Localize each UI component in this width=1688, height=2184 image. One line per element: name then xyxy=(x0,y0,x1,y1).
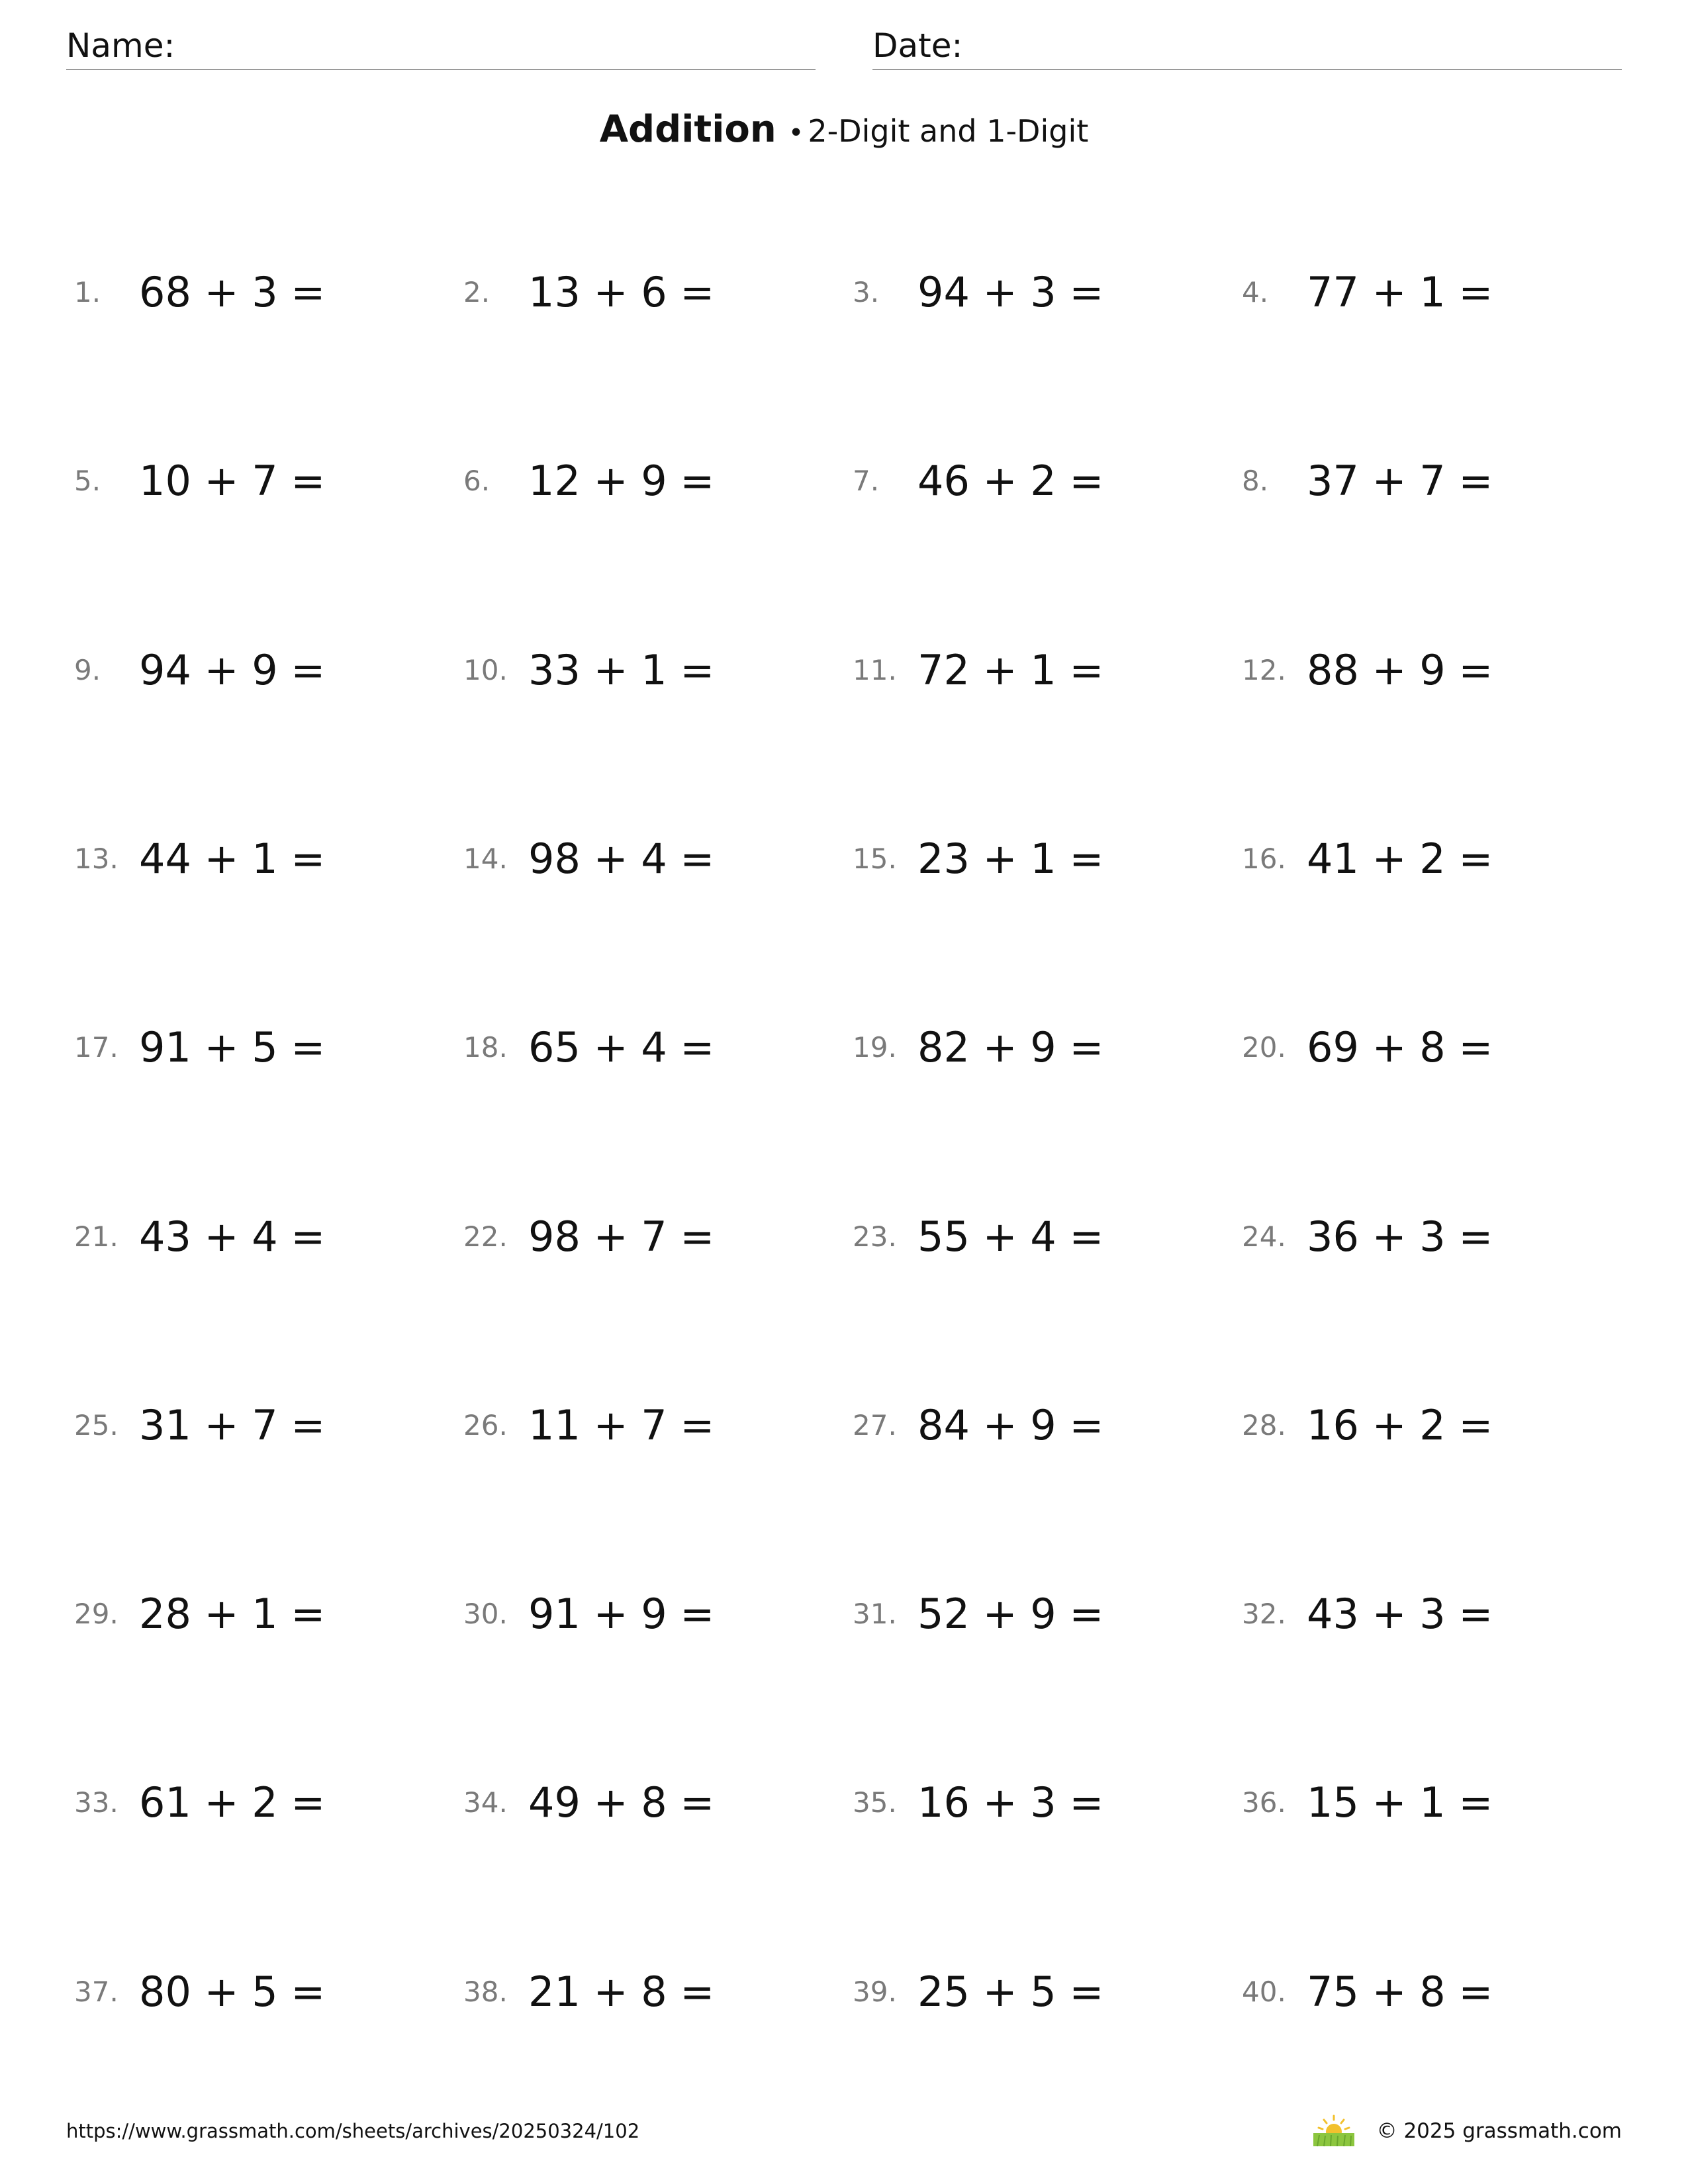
problem-number: 14. xyxy=(463,842,508,875)
problem-number: 21. xyxy=(74,1220,118,1253)
problem-item xyxy=(1242,644,1613,697)
copyright: © 2025 grassmath.com xyxy=(1376,2119,1622,2143)
problem-number: 16. xyxy=(1242,842,1286,875)
problem-number: 23. xyxy=(853,1220,897,1253)
problem-item xyxy=(74,266,445,319)
problem-number: 28. xyxy=(1242,1409,1286,1441)
problem-number: 32. xyxy=(1242,1598,1286,1630)
date-field[interactable] xyxy=(872,24,1622,70)
problem-expression: 36 + 3 = xyxy=(1307,1212,1493,1261)
date-label: Date: xyxy=(872,26,963,65)
problem-item xyxy=(1242,266,1613,319)
problem-number: 9. xyxy=(74,654,101,686)
problem-expression: 16 + 3 = xyxy=(917,1778,1104,1827)
problem-item xyxy=(463,1966,834,2019)
problem-item xyxy=(463,1776,834,1829)
problem-number: 15. xyxy=(853,842,897,875)
problem-item xyxy=(463,1588,834,1641)
problem-expression: 49 + 8 = xyxy=(528,1778,715,1827)
problem-number: 2. xyxy=(463,276,491,308)
problem-expression: 61 + 2 = xyxy=(139,1778,326,1827)
problem-item xyxy=(463,455,834,508)
problem-number: 38. xyxy=(463,1976,508,2008)
problem-expression: 55 + 4 = xyxy=(917,1212,1104,1261)
problem-number: 6. xyxy=(463,465,491,497)
problem-expression: 69 + 8 = xyxy=(1307,1023,1493,1071)
problem-item xyxy=(853,1588,1223,1641)
problem-item xyxy=(74,1210,445,1263)
problem-number: 18. xyxy=(463,1031,508,1064)
problem-expression: 31 + 7 = xyxy=(139,1401,326,1449)
problem-expression: 10 + 7 = xyxy=(139,457,326,505)
problem-number: 8. xyxy=(1242,465,1269,497)
problem-item xyxy=(853,1021,1223,1074)
problem-number: 13. xyxy=(74,842,118,875)
problem-item xyxy=(463,1021,834,1074)
problem-expression: 75 + 8 = xyxy=(1307,1968,1493,2016)
problem-item xyxy=(74,1021,445,1074)
problem-number: 20. xyxy=(1242,1031,1286,1064)
problem-number: 17. xyxy=(74,1031,118,1064)
problem-expression: 88 + 9 = xyxy=(1307,646,1493,694)
problem-item xyxy=(463,1399,834,1452)
problem-expression: 12 + 9 = xyxy=(528,457,715,505)
problem-number: 22. xyxy=(463,1220,508,1253)
problem-number: 29. xyxy=(74,1598,118,1630)
problem-number: 12. xyxy=(1242,654,1286,686)
problem-expression: 82 + 9 = xyxy=(917,1023,1104,1071)
problem-expression: 44 + 1 = xyxy=(139,835,326,883)
problem-item xyxy=(1242,1776,1613,1829)
problem-number: 3. xyxy=(853,276,880,308)
problem-expression: 84 + 9 = xyxy=(917,1401,1104,1449)
problem-item xyxy=(853,1210,1223,1263)
problem-expression: 33 + 1 = xyxy=(528,646,715,694)
problem-expression: 91 + 5 = xyxy=(139,1023,326,1071)
problem-number: 1. xyxy=(74,276,101,308)
problem-item xyxy=(853,1776,1223,1829)
problem-number: 35. xyxy=(853,1786,897,1819)
problem-expression: 21 + 8 = xyxy=(528,1968,715,2016)
name-field[interactable] xyxy=(66,24,816,70)
problem-number: 26. xyxy=(463,1409,508,1441)
problem-expression: 98 + 4 = xyxy=(528,835,715,883)
problem-expression: 25 + 5 = xyxy=(917,1968,1104,2016)
problem-number: 34. xyxy=(463,1786,508,1819)
problem-number: 11. xyxy=(853,654,897,686)
problem-expression: 37 + 7 = xyxy=(1307,457,1493,505)
problem-item xyxy=(853,1966,1223,2019)
problem-number: 10. xyxy=(463,654,508,686)
problem-expression: 23 + 1 = xyxy=(917,835,1104,883)
problem-expression: 11 + 7 = xyxy=(528,1401,715,1449)
problem-expression: 94 + 9 = xyxy=(139,646,326,694)
problem-expression: 15 + 1 = xyxy=(1307,1778,1493,1827)
problem-expression: 72 + 1 = xyxy=(917,646,1104,694)
problem-item xyxy=(853,455,1223,508)
problem-number: 4. xyxy=(1242,276,1269,308)
problem-item xyxy=(74,1588,445,1641)
problem-number: 25. xyxy=(74,1409,118,1441)
problem-number: 24. xyxy=(1242,1220,1286,1253)
problem-number: 7. xyxy=(853,465,880,497)
problem-item xyxy=(463,644,834,697)
problem-expression: 80 + 5 = xyxy=(139,1968,326,2016)
problem-expression: 16 + 2 = xyxy=(1307,1401,1493,1449)
title-bullet: • xyxy=(788,118,804,148)
problem-number: 5. xyxy=(74,465,101,497)
footer-brand xyxy=(1311,2113,1622,2150)
problem-item xyxy=(853,266,1223,319)
problem-expression: 52 + 9 = xyxy=(917,1590,1104,1638)
sun-over-grass-logo-icon xyxy=(1311,2115,1357,2148)
problem-item xyxy=(74,455,445,508)
problem-item xyxy=(853,644,1223,697)
problem-item xyxy=(1242,1021,1613,1074)
problem-item xyxy=(1242,1399,1613,1452)
problem-item xyxy=(74,644,445,697)
problem-item xyxy=(74,1966,445,2019)
problem-number: 27. xyxy=(853,1409,897,1441)
problem-number: 37. xyxy=(74,1976,118,2008)
problem-expression: 43 + 3 = xyxy=(1307,1590,1493,1638)
problem-expression: 13 + 6 = xyxy=(528,268,715,316)
problem-number: 31. xyxy=(853,1598,897,1630)
name-label: Name: xyxy=(66,26,175,65)
problem-expression: 41 + 2 = xyxy=(1307,835,1493,883)
problem-number: 40. xyxy=(1242,1976,1286,2008)
problem-expression: 91 + 9 = xyxy=(528,1590,715,1638)
problem-expression: 28 + 1 = xyxy=(139,1590,326,1638)
problem-item xyxy=(1242,833,1613,886)
problem-expression: 77 + 1 = xyxy=(1307,268,1493,316)
problem-expression: 94 + 3 = xyxy=(917,268,1104,316)
problem-expression: 43 + 4 = xyxy=(139,1212,326,1261)
title-main: Addition xyxy=(599,108,776,151)
problem-number: 39. xyxy=(853,1976,897,2008)
problem-item xyxy=(74,833,445,886)
problem-expression: 46 + 2 = xyxy=(917,457,1104,505)
problem-number: 30. xyxy=(463,1598,508,1630)
problem-item xyxy=(463,833,834,886)
worksheet-title xyxy=(0,106,1688,162)
problem-item xyxy=(463,266,834,319)
problem-item xyxy=(1242,1210,1613,1263)
problem-item xyxy=(1242,455,1613,508)
title-subtitle: 2-Digit and 1-Digit xyxy=(808,113,1089,149)
problem-expression: 68 + 3 = xyxy=(139,268,326,316)
problem-item xyxy=(1242,1588,1613,1641)
problem-number: 19. xyxy=(853,1031,897,1064)
problem-item xyxy=(853,833,1223,886)
problem-expression: 65 + 4 = xyxy=(528,1023,715,1071)
problem-item xyxy=(74,1399,445,1452)
problem-item xyxy=(74,1776,445,1829)
problem-item xyxy=(1242,1966,1613,2019)
problem-expression: 98 + 7 = xyxy=(528,1212,715,1261)
problem-number: 33. xyxy=(74,1786,118,1819)
problem-number: 36. xyxy=(1242,1786,1286,1819)
problem-item xyxy=(463,1210,834,1263)
problem-item xyxy=(853,1399,1223,1452)
footer-url: https://www.grassmath.com/sheets/archives/20250324/102 xyxy=(66,2120,640,2142)
